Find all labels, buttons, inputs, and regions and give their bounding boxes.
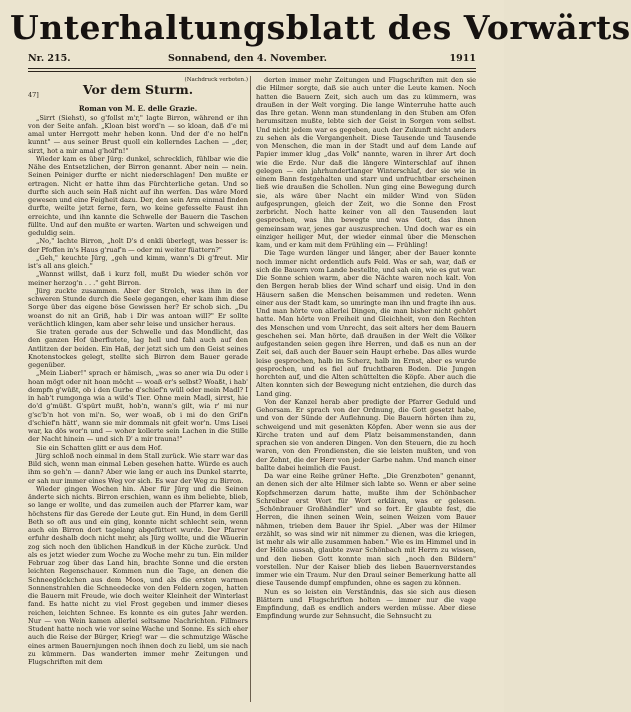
left-column-text bbox=[28, 114, 248, 667]
paragraph: Wieder gingen Wochen hin. Aber für Jürg und die Seinen änderte sich nichts. Birron erschien, wann es ihm beliebte, blieb, so lange er wollte, und das zumeilen auch der Pfarrer kam, war höchstens für das Gerede der Leute gut. Ein Hund, in dem Gerill Beth so oft aus und ein ging, konnte nicht schlecht sein, wenn auch ein Birron dort tagelang abgefüttert wurde. Der Pfarrer erfuhr deshalb doch nicht mehr, als Jürg wollte, und die Wäuerin zog sich noch den üblichen Handkuß in der Küche zurück. Und als es jetzt wieder zum Woche zu Woche mehr zu tun. Ein milder Februar zog über das Land hin, brachte Sonne und die ersten leichten Regenschauer. Kommen nun die Tage, an denen die Schneeglöckchen aus dem Moos, und als die ersten warmen Sonnenstrahlen die Schneedecke von den Feldern zogen, hatten die Bauern mit Freude, wie doch weiter Kleinheit der Winterlast fand. Es hatte nicht zu viel Frost gegeben und immer dieses reichen, leichten Schnee. Es konnte es ein gutes Jahr werden. Nur — von Wein kamen allerlei seltsame Nachrichten. Fillmers Student hatte noch wie vor seine Wache und Sonne. Es sich eher auch die Reise der Bürger, Krieg! war — die schmutzige Wäsche eines armen Bauernjungen noch ihnen doch zu liebl, um sie nach zu kümmern. Das wanderten immer mehr Zeitungen und Flugschriften mit dem bbox=[28, 484, 248, 666]
paragraph: Jürg schloß noch einmal in dem Stall zurück. Wie starr war das Bild sich, wenn man einmal Leben gesehen hatte. Würde es auch ihm so geh'n — dann? Aber wie lang er auch ins Dunkel starrte, er sah nur immer eines Weg vor sich. Es war der Weg zu Birron. bbox=[28, 451, 248, 485]
paragraph: Nun es so leisten ein Verständnis, das sie sich aus diesen Blättern und Flugschriften holten — immer nur die vage Empfindung, daß es endlich anders werden müsse. Aber diese Empfindung wurde zur Sehnsucht, die Sehnsucht zu bbox=[256, 587, 476, 621]
paragraph: „Sirrt (Siehst), so g'follst m'r," lagte Birron, während er ihn von der Seite anfah. „Kloan bist word'n — so kloan, daß d'e mi amal unter Herrgott mehr heben konn. Und der d'e no helf'n kunnt" — aus seiner Brust quoll ein kollerndes Lachen — „der, sirzt, hot a mir amal g'holf'n!" bbox=[28, 113, 248, 155]
masthead-title: Unterhaltungsblatt des Vorwärts bbox=[10, 8, 631, 47]
paragraph: Jürg zuckte zusammen. Aber der Strolch, was ihm in der schweren Stunde durch die Seele gegangen, eher kam ihm diese Sorge über das eigene böse Gewissen her? Er schob sich. „Du woanst do nit an Griß, hab i Dir was antoan will?" Er sollte verächtlich klingen, kam aber sehr leise und unsicher heraus. bbox=[28, 286, 248, 328]
right-column bbox=[256, 76, 476, 702]
paragraph: „Geh," keuchte Jürg, „geh und kimm, wann's Di g'freut. Mir ist's all ans gleich." bbox=[28, 253, 248, 270]
paragraph: Da war eine Reihe grüner Hefte. „Die Grenzboten" genannt, an denen sich der alte Hilmer sich labte so. Wenn er aber seine Kopfschmerzen darum hatte, mußte ihm der Schönbacher Schreiber erst Wort für Wort erklären, was er gelesen. „Schönbrauer Großhändler" und so fort. Er glaubte fest, die Herren, die ihnen seinen Wein, seinen Weizen vom Bauer nähmen, trieben dem Bauer ihr Spiel. „Aber was der Hilmer erzählt, so was sind wir nit nimmer zu dienen, was die kriegen, ist mehr als wir alle zusammen haben." Wie es im Himmel und in der Hölle aussah, glaubte zwar Schönbach mit Herrn zu wissen, und den lieben Gott konnte man sich „noch den Bildern" vorstellen. Nur der Kaiser blieb des lieben Bauernverstandes immer wie ein Traum. Nur den Draul seiner Bemerkung hatte all diese Tausende dumpf empfunden, ohne es sagen zu können. bbox=[256, 472, 476, 588]
paragraph: derten immer mehr Zeitungen und Flugschriften mit den sie die Hilmer sorgte, daß sie auch unter die Leute kamen. Noch hatten die Bauern Zeit, sich auch um das zu kümmern, was draußen in der Welt vorging. Die lange Winterruhe hatte auch das Ihre getan. Wenn man stundenlang in den Stuben am Ofen herumsitzen mußte, lebte sich der Geist in Sorgen vom selbst. Und nicht jedem war es gegeben, auch der Zukunft nicht anders zu sehen als die Vergangenheit. Diese Tausende und Tausende von Menschen, die man in der Stadt und auf dem Lande auf Papier immer klug „das Volk" nannte, waren in ihrer Art doch wie die Erde. Nur daß die längere Winterschlaf auf ihnen gelegen — ein jahrhundertlanger Winterschlaf, der sie wie in einem Bann festgehalten und starr und unfruchtbar erscheinen ließ wie draußen die Schollen. Nun ging eine Bewegung durch sie, als wäre über Nacht ein milder Wind von Süden aufgesprungen, gleich der Zeit, wo die Sonne den Frost zerbricht. Noch hatte keiner von all den Tausenden laut gesprochen, was ihn bewegte und was Gott, das ihnen gemeinsam war, jenes gar auszusprechen. Und doch war es ein einziger heiliger Mut, der wieder einmal über die Menschen kam, und er kam mit dem Frühling ein — Frühling! bbox=[256, 76, 476, 249]
left-column bbox=[28, 76, 248, 702]
paragraph: Sie traten gerade aus der Schwelle und das Mondlicht, das den ganzen Hof überflutete, lag hell und fahl auch auf den Antlitzen der beiden. Ein Haß, der jetzt sich um den Geist seines Knotenstockes gelegt, stellte sich Birron dem Bauer gerade gegenüber. bbox=[28, 328, 248, 369]
header-rule-top bbox=[28, 68, 476, 69]
issue-number: Nr. 215. bbox=[28, 53, 71, 64]
issue-info-bar bbox=[28, 53, 476, 67]
paragraph: „Mein Liaber!" sprach er hämisch, „was so aner wia Du oder i hoan mögt oder nit hoan möcht — woaß er's selbst? Woaßt, i hab' dempfn g'wüßt, ob i den Gurbe d'schief'n wüll oder mein Madl? I in hab't rumgonga wia a wild's Tier. Ohne mein Madl, sirrst, hie do'd g'müßt. G'spürt mußt, hob'n, wann's gilt, wia r' mi nur g'sc'b'n hot von mi'n. So, wer woaß, ob i mi do den Grif'n d'schief'n hätt', wann sie mir dommals nit gfeit wor'n. Ums Lisei war, ka dös wor'n und — woher kollerte sein Lachen in die Stille der Nacht hinein — und sich D' a mir trauna!" bbox=[28, 369, 248, 444]
paragraph: „Wannst willst, daß i kurz foll, mußt Du wieder schön vor meiner herzog'n . . ." geht Birron. bbox=[28, 270, 248, 287]
issue-year: 1911 bbox=[449, 53, 476, 64]
column-divider bbox=[250, 76, 251, 702]
right-column-text bbox=[256, 76, 476, 621]
paragraph: „No," lachte Birron, „holt D's d enkli überlegt, was besser is: der Pfoffen in's Haus g'ruaf'n — oder mi weiter füattern?" bbox=[28, 237, 248, 254]
article-heading bbox=[28, 82, 248, 103]
paragraph: Die Tage wurden länger und länger, aber der Bauer konnte noch immer nicht ordentlich aufs Feld. Was er sah, war, daß er sich die Bauern vom Lande bestellte, und sah ein, wie es gut war. Die Sonne schien warm, aber die Nächte waren noch kalt. Von den Bergen herab blies der Wind scharf und eisig. Und in den Häusern saßen die Menschen beisammen und redeten. Wenn einer aus der Stadt kam, so umringte man ihn und fragte ihn aus. Und man hörte von allerlei Dingen, die man bisher nicht gehört hatte. Man hörte von Freiheit und Gleichheit, von den Rechten des Menschen und vom Unrecht, das seit alters her dem Bauern geschehen sei. Man hörte, daß draußen in der Welt die Völker aufgestanden seien gegen ihre Herren, und daß es nun an der Zeit sei, daß auch der Bauer sein Haupt erhebe. Das alles wurde leise gesprochen, halb im Scherz, halb im Ernst, aber es wurde gesprochen, und es fiel auf fruchtbaren Boden. Die Jungen horchten auf, und die Alten schüttelten die Köpfe. Aber auch die Alten konnten sich der Bewegung nicht entziehen, die durch das Land ging. bbox=[256, 249, 476, 398]
installment-number: 47] bbox=[28, 91, 39, 100]
paragraph: Sie ein Schatten glitt er aus dem Hof. bbox=[36, 443, 163, 452]
issue-date: Sonnabend, den 4. November. bbox=[168, 53, 327, 64]
article-byline: Roman von M. E. delle Grazie. bbox=[78, 104, 198, 114]
reprint-note: (Nachdruck verboten.) bbox=[184, 77, 248, 83]
paragraph: Wieder kam es über Jürg: dunkel, schrecklich, fühlbar wie die Nähe des Entsetzlichen, der Birron genannt. Aber nein — nein. Seinen Peiniger durfte er nicht niederschlagen! Den mußte er ertragen. Nicht er hatte ihm das Fürchterliche getan. Und so durfte sich auch sein Haß nicht auf ihn werfen. Das wäre Mord gewesen und eine Feigheit dazu. Der, den sein Arm einmal finden durfte, weilte jetzt ferne, fern, wo keine gefesselte Faust ihn erreichte, und ihn kannte die Schwelle der Bauern die Taschen füllte. Und auf den mußte er warten. Warten und schweigen und geduldig sein. bbox=[28, 154, 248, 237]
article-title: Vor dem Sturm. bbox=[82, 82, 194, 98]
paragraph: Von der Kanzel herab aber predigte der Pfarrer Geduld und Gehorsam. Er sprach von der Ordnung, die Gott gesetzt habe, und von der Sünde der Auflehnung. Die Bauern hörten ihm zu, schweigend und mit gesenkten Köpfen. Aber wenn sie aus der Kirche traten und auf dem Platz beisammenstanden, dann sprachen sie von anderen Dingen. Von den Steuern, die zu hoch waren, von den Frondiensten, die sie leisten mußten, und von der Zehnt, die der Herr von jeder Garbe nahm. Und manch einer ballte dabei heimlich die Faust. bbox=[256, 397, 476, 472]
header-rule-bottom bbox=[28, 71, 476, 72]
